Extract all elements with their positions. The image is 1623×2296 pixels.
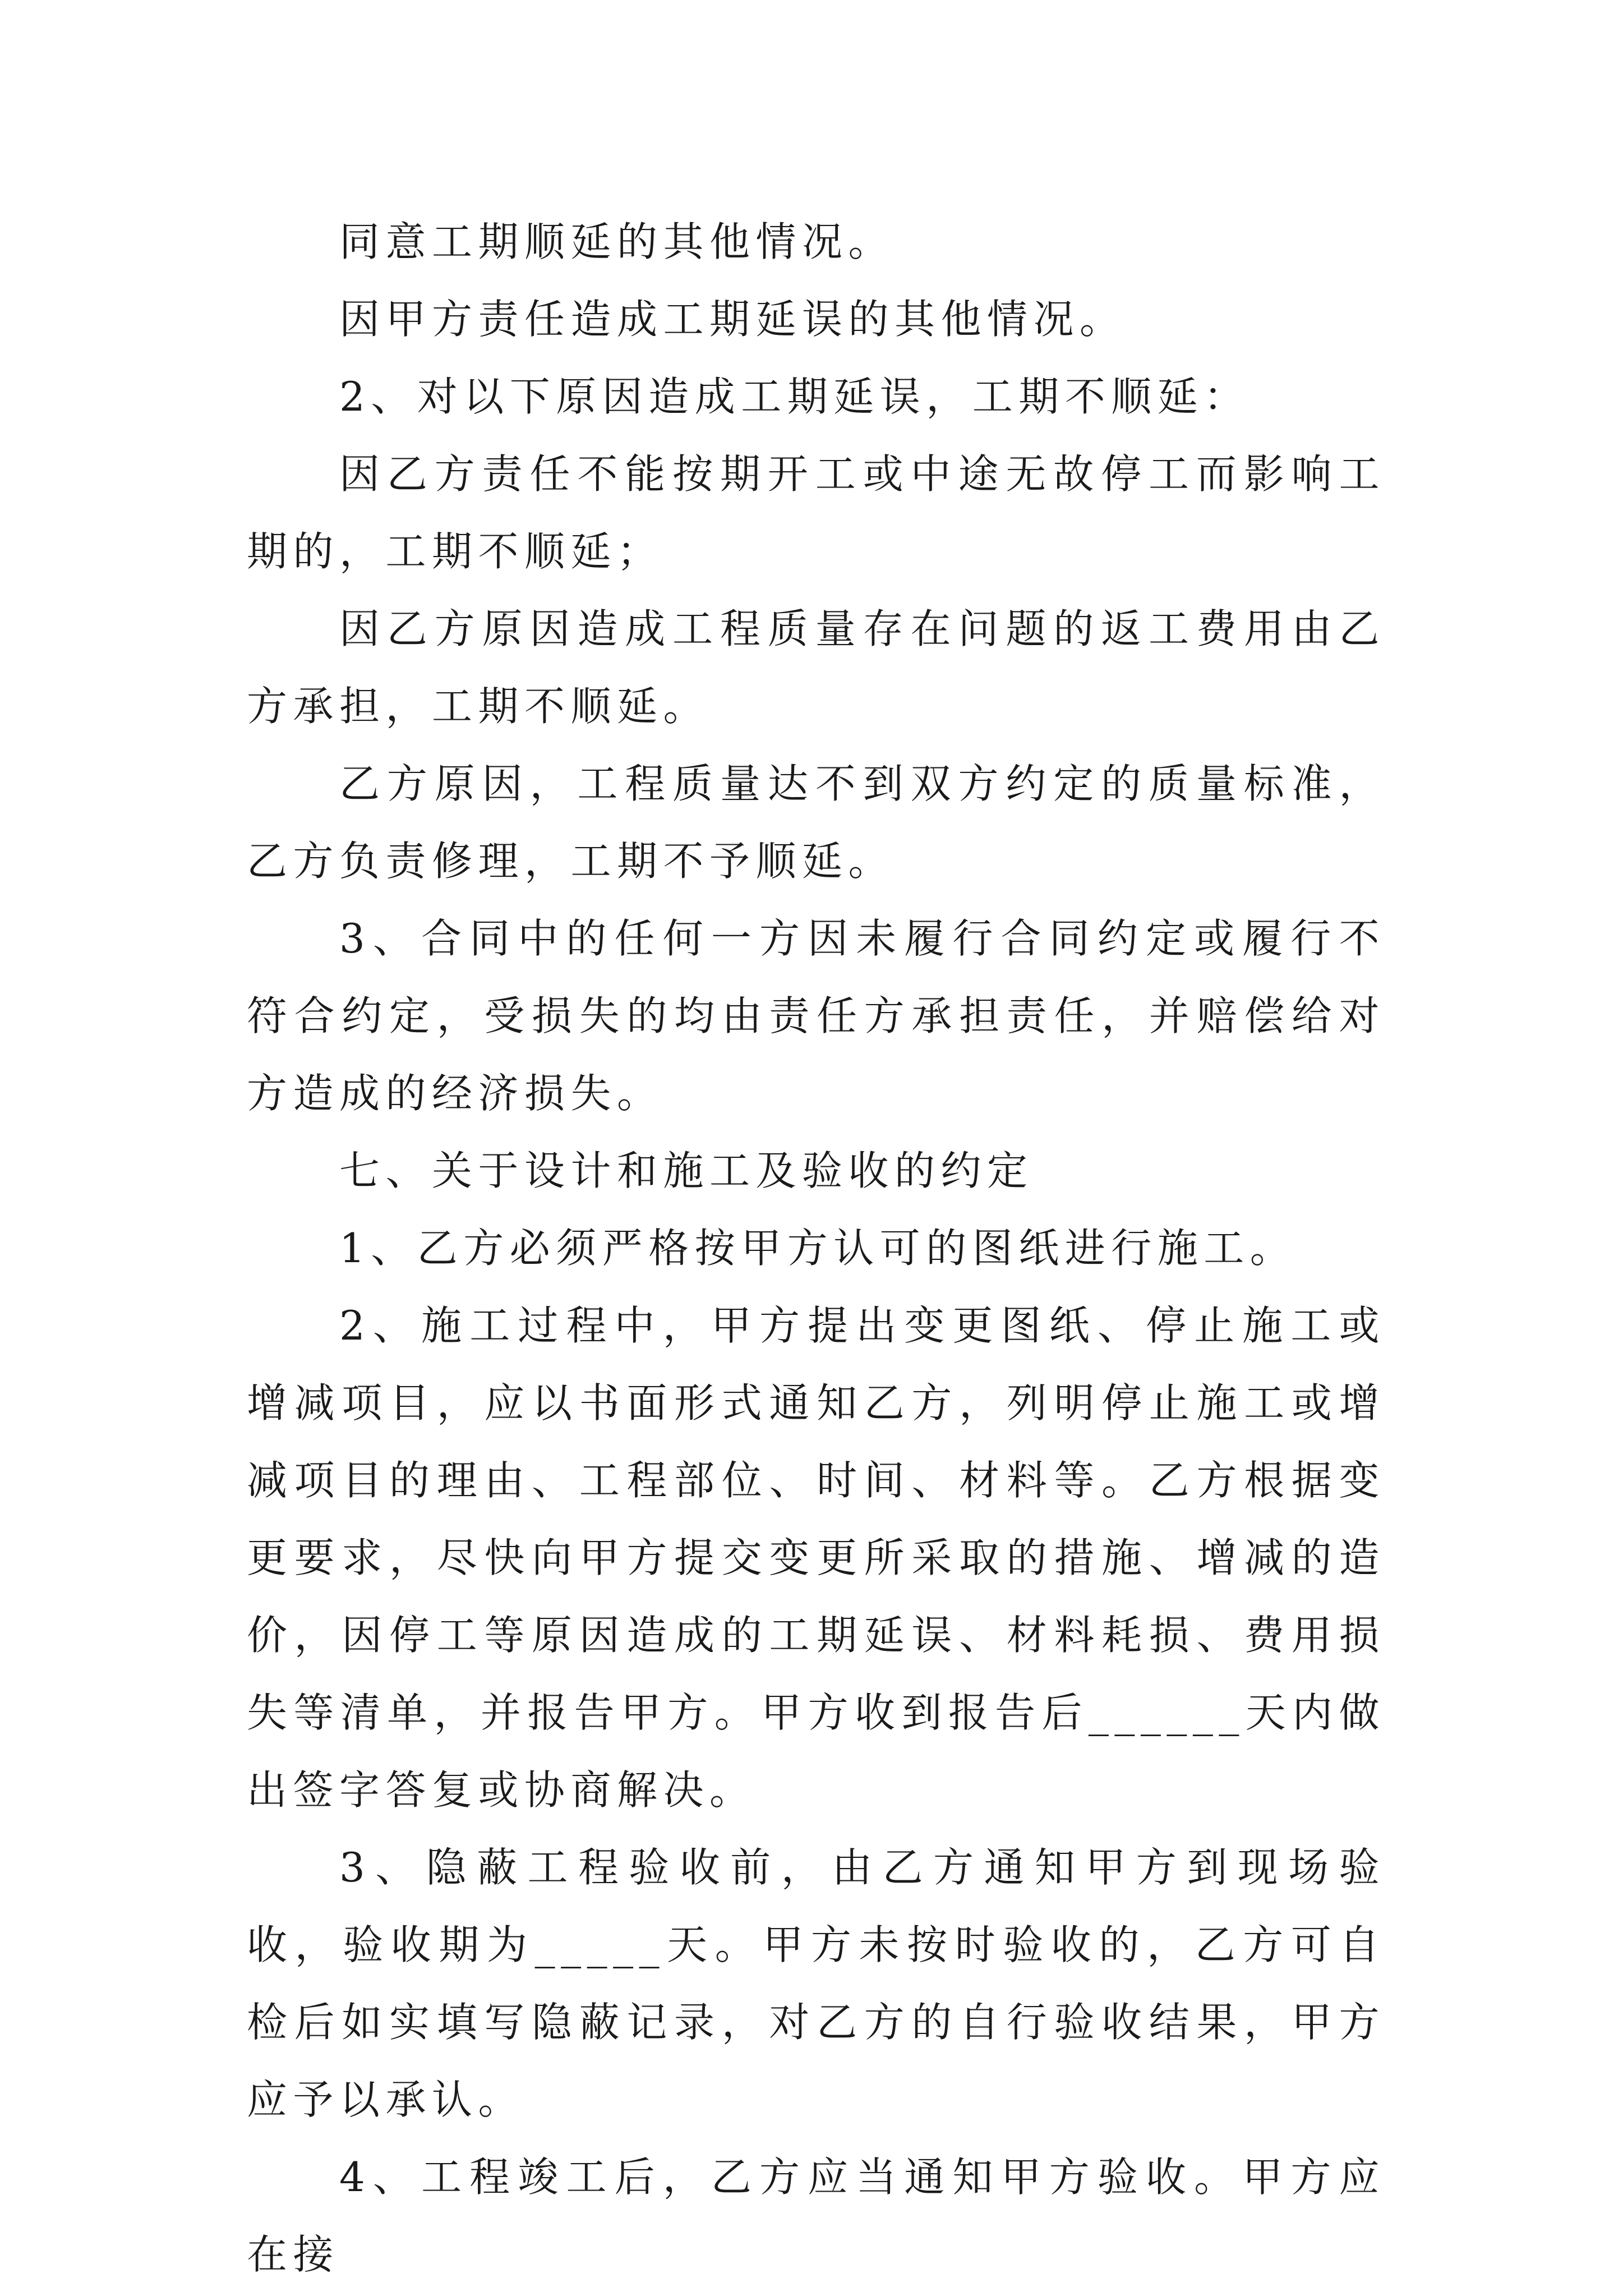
section-heading-design-construction: 七、关于设计和施工及验收的约定 (339, 1147, 1034, 1194)
paragraph-clause-2-changes: 2、施工过程中，甲方提出变更图纸、停止施工或增减项目，应以书面形式通知乙方，列明停止施工或增减项目的理由、工程部位、时间、材料等。乙方根据变更要求，尽快向甲方提交变更所采取的措施、增减的造价，因停工等原因造成的工期延误、材料耗损、费用损失等清单，并报告甲方。甲方收到报告后______天内做出签字答复或协商解决。 (247, 1302, 1385, 1814)
paragraph-extension-other-agreed: 同意工期顺延的其他情况。 (339, 218, 895, 265)
paragraph-clause-1-drawings: 1、乙方必须严格按甲方认可的图纸进行施工。 (339, 1225, 1297, 1272)
paragraph-party-b-rework: 因乙方原因造成工程质量存在问题的返工费用由乙方承担，工期不顺延。 (247, 605, 1385, 730)
document-body (247, 203, 1385, 2293)
paragraph-clause-4-completion: 4、工程竣工后，乙方应当通知甲方验收。甲方应在接 (247, 2154, 1385, 2278)
paragraph-clause-3-liability: 3、合同中的任何一方因未履行合同约定或履行不符合约定，受损失的均由责任方承担责任，并赔偿给对方造成的经济损失。 (247, 915, 1385, 1117)
paragraph-party-b-quality: 乙方原因，工程质量达不到双方约定的质量标准，乙方负责修理，工期不予顺延。 (247, 760, 1385, 885)
paragraph-extension-party-a-fault: 因甲方责任造成工期延误的其他情况。 (339, 296, 1126, 343)
paragraph-clause-3-concealed-works: 3、隐蔽工程验收前，由乙方通知甲方到现场验收，验收期为_____天。甲方未按时验收的，乙方可自检后如实填写隐蔽记录，对乙方的自行验收结果，甲方应予以承认。 (247, 1844, 1385, 2123)
paragraph-clause-2-no-extension: 2、对以下原因造成工期延误，工期不顺延： (339, 373, 1250, 420)
paragraph-party-b-delay: 因乙方责任不能按期开工或中途无故停工而影响工期的，工期不顺延； (247, 450, 1385, 575)
